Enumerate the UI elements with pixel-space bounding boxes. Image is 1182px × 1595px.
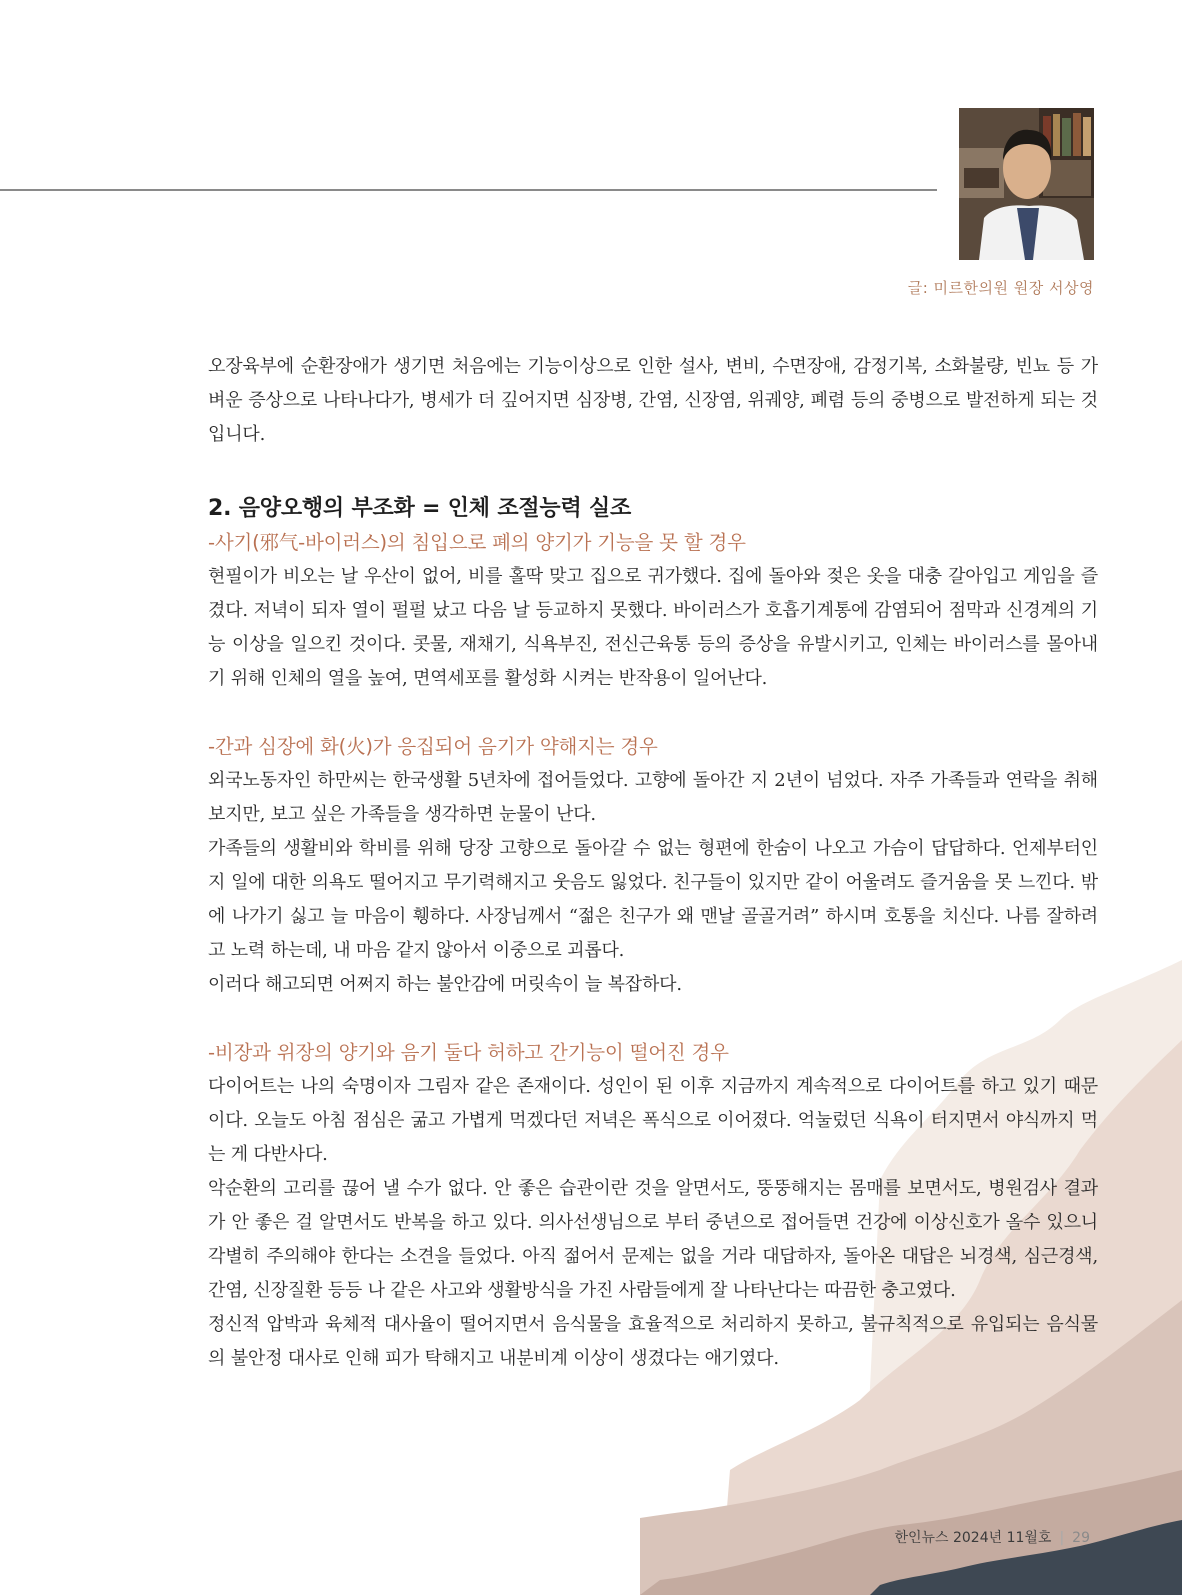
- page-footer: [894, 1527, 1090, 1547]
- footer-separator: |: [1059, 1530, 1065, 1546]
- subsection-title: -비장과 위장의 양기와 음기 둘다 허하고 간기능이 떨어진 경우: [208, 1041, 729, 1064]
- page-number: 29: [1072, 1530, 1090, 1546]
- subsection-title: -간과 심장에 화(火)가 응집되어 음기가 약해지는 경우: [208, 735, 658, 758]
- paragraph: 가족들의 생활비와 학비를 위해 당장 고향으로 돌아갈 수 없는 형편에 한숨이 나오고 가슴이 답답하다. 언제부터인지 일에 대한 의욕도 떨어지고 무기력해지고 웃음도 잃었다. 친구들이 있지만 같이 어울려도 즐거움을 못 느낀다. 밖에 나가기 싫고 늘 마음이 휑하다. 사장님께서 “젊은 친구가 왜 맨날 골골거려” 하시며 호통을 치신다. 나름 잘하려고 노력 하는데, 내 마음 같지 않아서 이중으로 괴롭다.: [208, 838, 1098, 961]
- paragraph: 현필이가 비오는 날 우산이 없어, 비를 홀딱 맞고 집으로 귀가했다. 집에 돌아와 젖은 옷을 대충 갈아입고 게임을 즐겼다. 저녁이 되자 열이 펄펄 났고 다음 날 등교하지 못했다. 바이러스가 호흡기계통에 감염되어 점막과 신경계의 기능 이상을 일으킨 것이다. 콧물, 재채기, 식욕부진, 전신근육통 등의 증상을 유발시키고, 인체는 바이러스를 몰아내기 위해 인체의 열을 높여, 면역세포를 활성화 시켜는 반작용이 일어난다.: [208, 566, 1098, 689]
- article-body: [208, 350, 1098, 1376]
- publication-name: 한인뉴스 2024년 11월호: [894, 1530, 1052, 1546]
- paragraph: 다이어트는 나의 숙명이자 그림자 같은 존재이다. 성인이 된 이후 지금까지 계속적으로 다이어트를 하고 있기 때문이다. 오늘도 아침 점심은 굶고 가볍게 먹겠다던 저녁은 폭식으로 이어졌다. 억눌렀던 식욕이 터지면서 야식까지 먹는 게 다반사다.: [208, 1076, 1098, 1165]
- intro-paragraph: 오장육부에 순환장애가 생기면 처음에는 기능이상으로 인한 설사, 변비, 수면장애, 감정기복, 소화불량, 빈뇨 등 가벼운 증상으로 나타나다가, 병세가 더 깊어지면 심장병, 간염, 신장염, 위궤양, 폐렴 등의 중병으로 발전하게 되는 것입니다.: [208, 356, 1098, 445]
- byline: 글: 미르한의원 원장 서상영: [907, 279, 1094, 297]
- section-title: 2. 음양오행의 부조화 = 인체 조절능력 실조: [208, 496, 632, 521]
- paragraph: 정신적 압박과 육체적 대사율이 떨어지면서 음식물을 효율적으로 처리하지 못하고, 불규칙적으로 유입되는 음식물의 불안정 대사로 인해 피가 탁해지고 내분비계 이상이 생겼다는 애기였다.: [208, 1314, 1098, 1369]
- paragraph: 악순환의 고리를 끊어 낼 수가 없다. 안 좋은 습관이란 것을 알면서도, 뚱뚱해지는 몸매를 보면서도, 병원검사 결과가 안 좋은 걸 알면서도 반복을 하고 있다. 의사선생님으로 부터 중년으로 접어들면 건강에 이상신호가 올수 있으니 각별히 주의해야 한다는 소견을 들었다. 아직 젊어서 문제는 없을 거라 대답하자, 돌아온 대답은 뇌경색, 심근경색, 간염, 신장질환 등등 나 같은 사고와 생활방식을 가진 사람들에게 잘 나타난다는 따끔한 충고였다.: [208, 1178, 1098, 1301]
- author-photo: [959, 108, 1094, 260]
- paragraph: 이러다 해고되면 어쩌지 하는 불안감에 머릿속이 늘 복잡하다.: [208, 974, 682, 995]
- paragraph: 외국노동자인 하만씨는 한국생활 5년차에 접어들었다. 고향에 돌아간 지 2년이 넘었다. 자주 가족들과 연락을 취해 보지만, 보고 싶은 가족들을 생각하면 눈물이 난다.: [208, 770, 1098, 825]
- header-divider: [0, 189, 937, 191]
- subsection-title: -사기(邪气-바이러스)의 침입으로 폐의 양기가 기능을 못 할 경우: [208, 531, 746, 554]
